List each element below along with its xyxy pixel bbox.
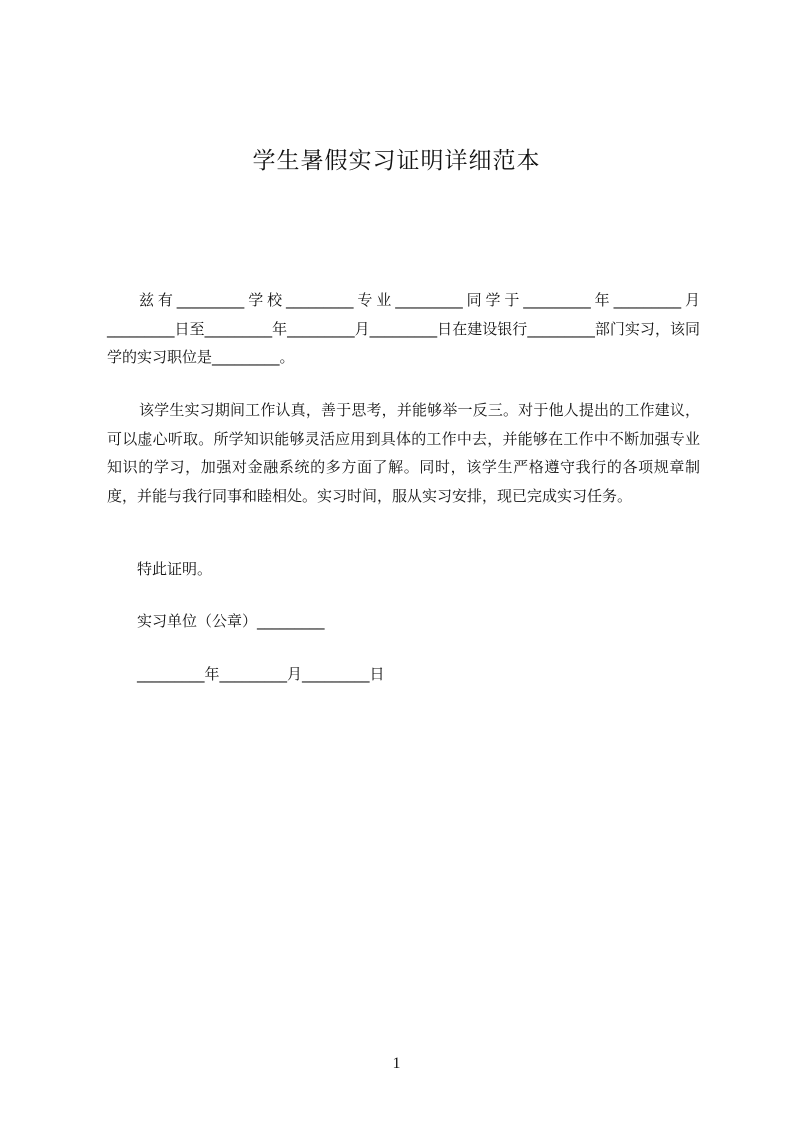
date-line: _________年_________月_________日 [137,665,385,683]
certification-statement: 特此证明。 [137,560,213,578]
page-number: 1 [392,1055,401,1072]
issuing-unit-seal-line: 实习单位（公章）_________ [137,612,325,630]
intro-paragraph: 兹有_________学校_________专业_________同学于_________年_________月_________日至_________年_________月_________日在建设银行_________部门实习，该同学的实习职位是_________。 [107,291,700,366]
document-title: 学生暑假实习证明详细范本 [252,148,541,174]
evaluation-paragraph: 该学生实习期间工作认真，善于思考，并能够举一反三。对于他人提出的工作建议，可以虚心听取。所学知识能够灵活应用到具体的工作中去，并能够在工作中不断加强专业知识的学习，加强对金融系统的多方面了解。同时，该学生严格遵守我行的各项规章制度，并能与我行同事和睦相处。实习时间，服从实习安排，现已完成实习任务。 [107,401,700,505]
